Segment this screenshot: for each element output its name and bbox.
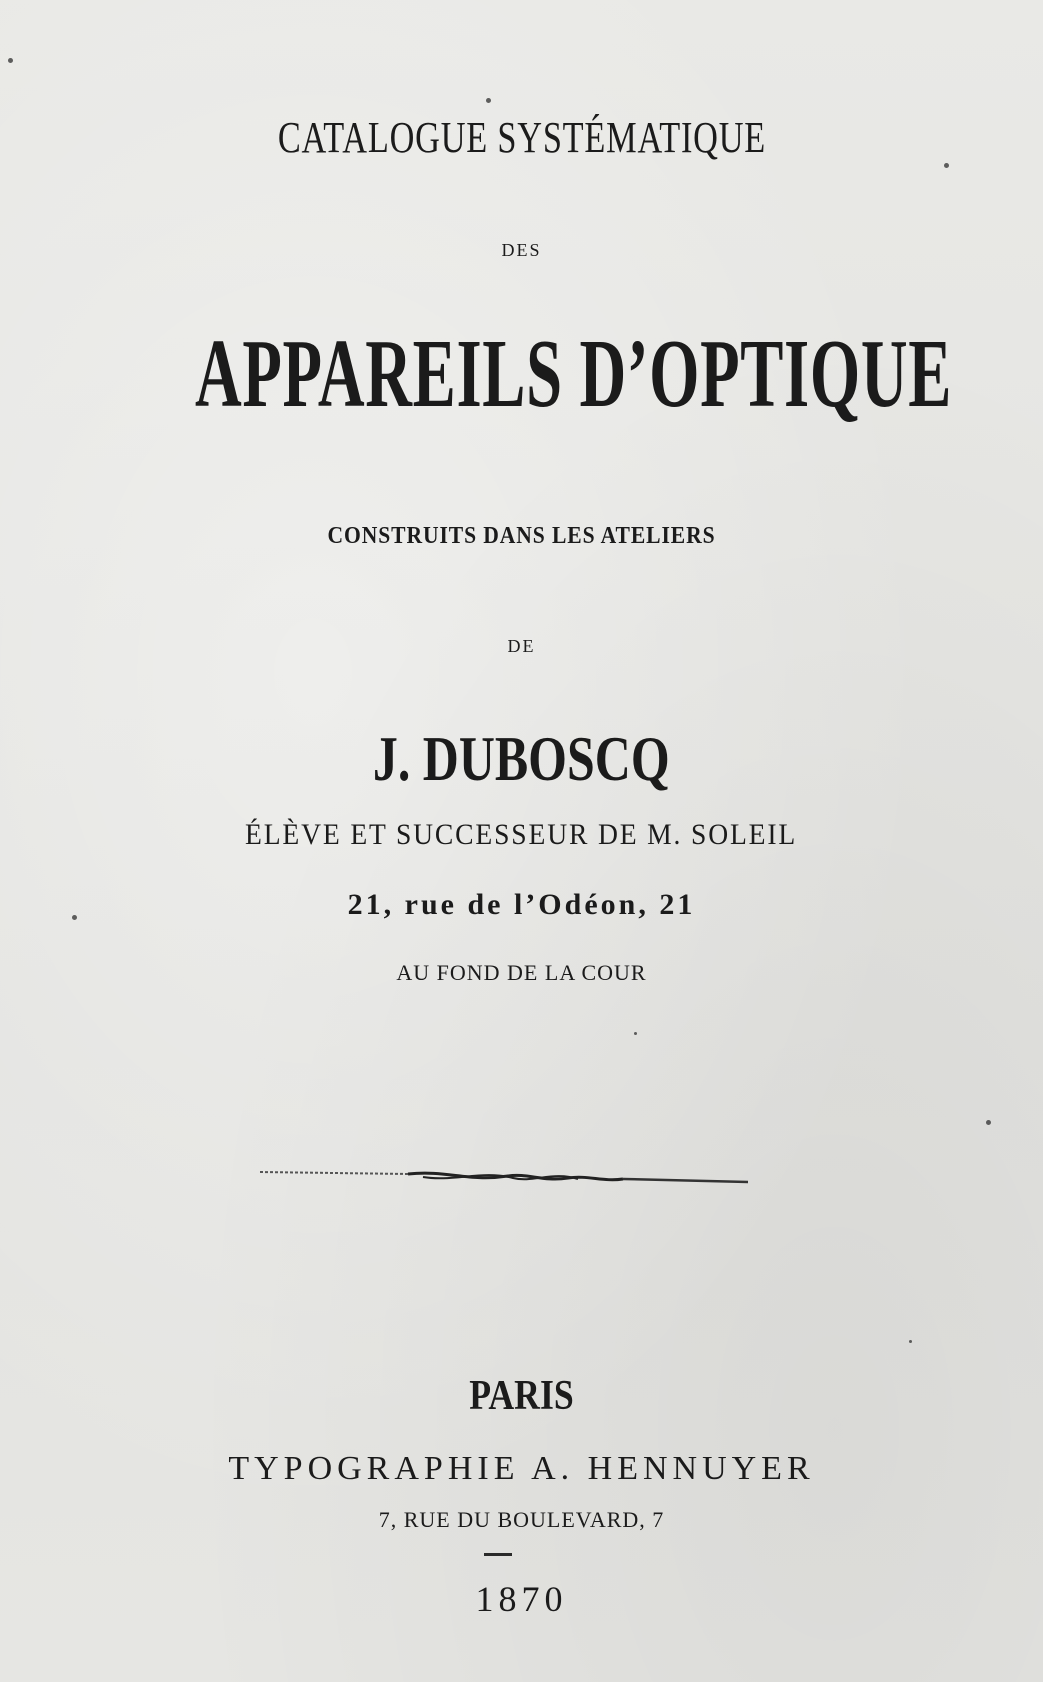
ink-speck: [486, 98, 491, 103]
catalogue-heading: CATALOGUE SYSTÉMATIQUE: [277, 113, 766, 162]
imprint-city: PARIS: [469, 1373, 574, 1419]
maker-name: J. DUBOSCQ: [373, 723, 670, 794]
imprint-year: 1870: [475, 1579, 568, 1619]
address-note: AU FOND DE LA COUR: [396, 960, 647, 985]
ink-speck: [634, 1032, 637, 1035]
maker-role: ÉLÈVE ET SUCCESSEUR DE M. SOLEIL: [245, 818, 798, 851]
short-rule: [484, 1553, 512, 1556]
ink-speck: [909, 1340, 912, 1343]
printer-address: 7, RUE DU BOULEVARD, 7: [378, 1507, 665, 1532]
ink-speck: [944, 163, 949, 168]
printer-name: TYPOGRAPHIE A. HENNUYER: [228, 1450, 815, 1487]
des-word: DES: [501, 240, 542, 260]
ink-speck: [72, 915, 77, 920]
ink-speck: [986, 1120, 991, 1125]
ornamental-rule: [258, 1162, 750, 1190]
maker-address: 21, rue de l’Odéon, 21: [347, 888, 696, 921]
construits-line: CONSTRUITS DANS LES ATELIERS: [327, 523, 716, 549]
ink-speck: [8, 58, 13, 63]
main-title: APPAREILS D’OPTIQUE: [194, 320, 953, 428]
de-word: DE: [507, 636, 536, 656]
